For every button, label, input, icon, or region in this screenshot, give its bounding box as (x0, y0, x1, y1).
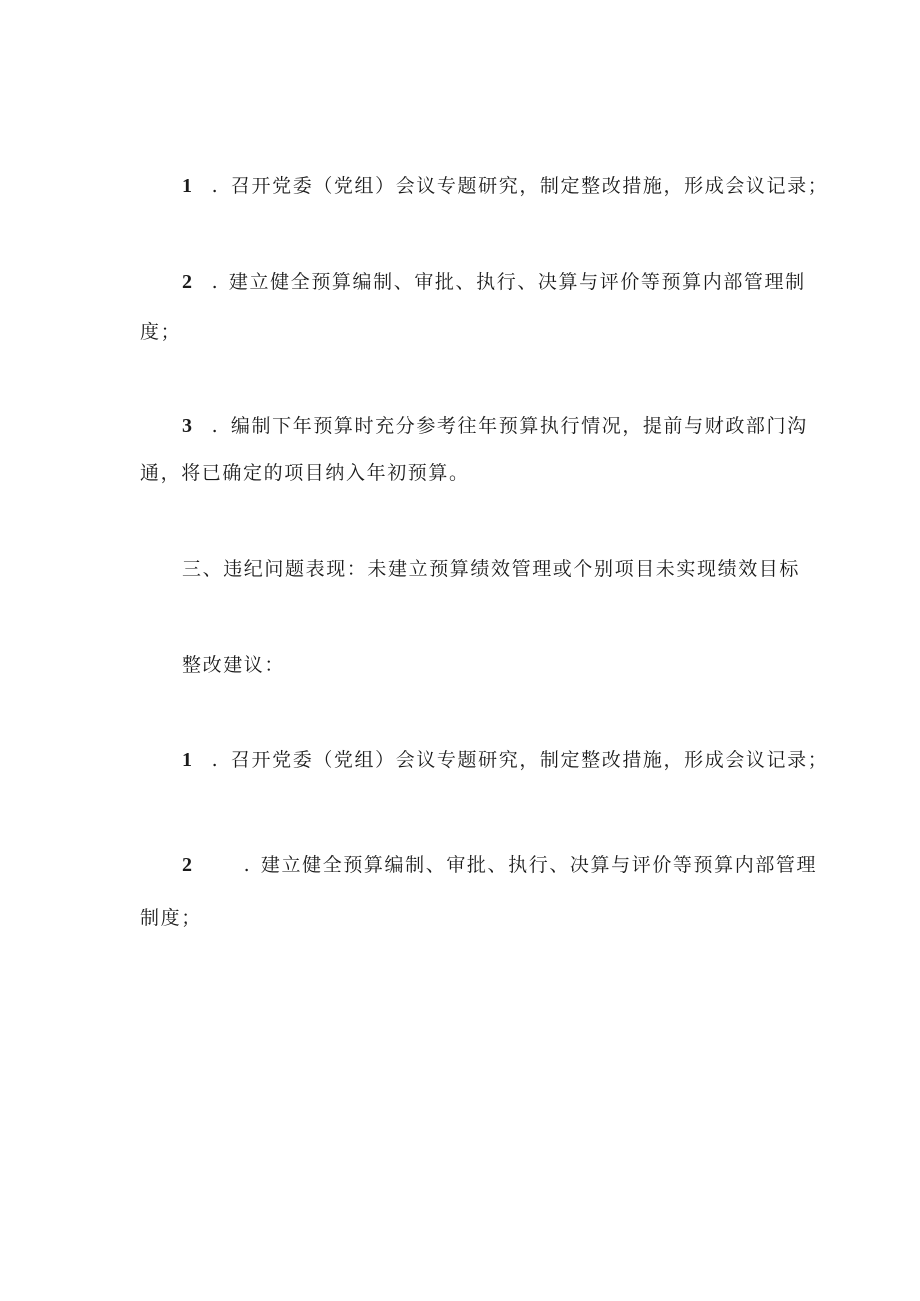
list-item-line (182, 176, 828, 196)
section-heading-line (182, 560, 800, 579)
list-item-line-continued (140, 464, 470, 483)
list-item-line-continued (140, 323, 181, 342)
list-item-separator: . (211, 175, 220, 197)
list-item-line (182, 416, 808, 436)
list-item-number: 2 (182, 854, 192, 876)
list-item-text: 建立健全预算编制、审批、执行、决算与评价等预算内部管理制 (228, 271, 806, 293)
list-item-line (182, 272, 806, 292)
subheading-text: 整改建议： (182, 654, 286, 676)
list-item-line (182, 855, 817, 875)
list-item-line-continued (140, 909, 202, 928)
list-item-text: 召开党委（党组）会议专题研究，制定整改措施，形成会议记录； (230, 749, 829, 771)
list-item-text: 通，将已确定的项目纳入年初预算。 (140, 462, 470, 484)
list-item-separator: . (211, 749, 220, 771)
section-heading-text: 三、违纪问题表现：未建立预算绩效管理或个别项目未实现绩效目标 (182, 558, 801, 580)
list-item-line (182, 750, 828, 770)
list-item-text: 编制下年预算时充分参考往年预算执行情况，提前与财政部门沟 (230, 415, 808, 437)
list-item-number: 2 (182, 271, 192, 293)
list-item-separator: . (243, 854, 252, 876)
list-item-number: 1 (182, 749, 192, 771)
list-item-text: 召开党委（党组）会议专题研究，制定整改措施，形成会议记录； (230, 175, 829, 197)
list-item-text: 制度； (140, 907, 202, 929)
list-item-separator: . (211, 271, 220, 293)
list-item-separator: . (211, 415, 220, 437)
list-item-number: 1 (182, 175, 192, 197)
list-item-text: 建立健全预算编制、审批、执行、决算与评价等预算内部管理 (260, 854, 818, 876)
subheading-line (182, 656, 285, 675)
list-item-number: 3 (182, 415, 192, 437)
list-item-text: 度； (140, 321, 182, 343)
